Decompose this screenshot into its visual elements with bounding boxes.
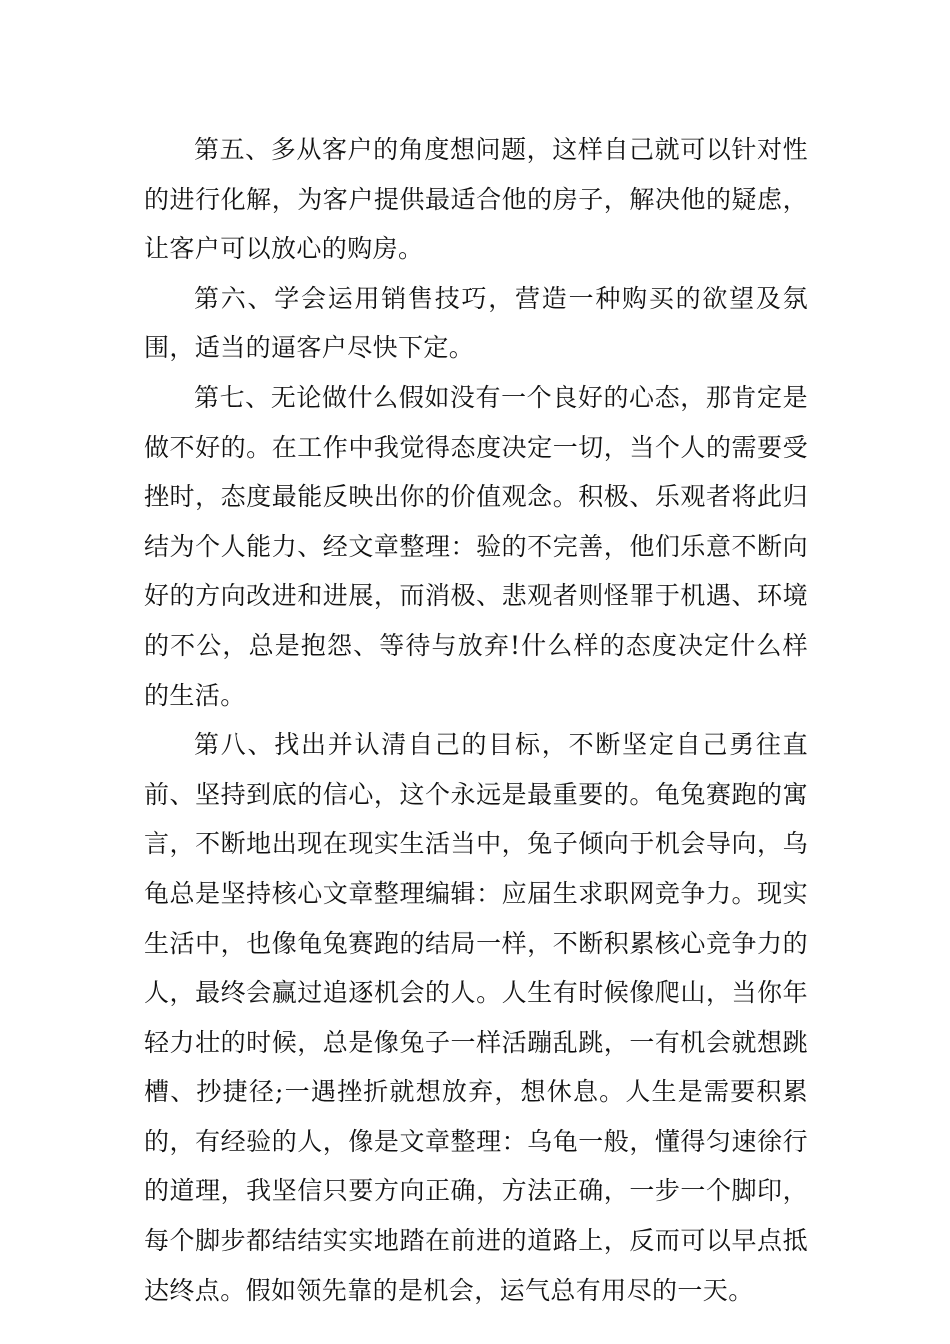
paragraph-sixth: 第六、学会运用销售技巧，营造一种购买的欲望及氛围，适当的逼客户尽快下定。 (144, 283, 808, 363)
paragraph-seventh: 第七、无论做什么假如没有一个良好的心态，那肯定是做不好的。在工作中我觉得态度决定一切，当个人的需要受挫时，态度最能反映出你的价值观念。积极、乐观者将此归结为个人能力、经文章整理：验的不完善，他们乐意不断向好的方向改进和进展，而消极、悲观者则怪罪于机遇、环境的不公，总是抱怨、等待与放弃!什么样的态度决定什么样的生活。 (144, 382, 808, 710)
document-body (144, 125, 808, 1315)
paragraph-fifth: 第五、多从客户的角度想问题，这样自己就可以针对性的进行化解，为客户提供最适合他的房子，解决他的疑虑，让客户可以放心的购房。 (144, 135, 808, 264)
paragraph-eighth: 第八、找出并认清自己的目标，不断坚定自己勇往直前、坚持到底的信心，这个永远是最重要的。龟兔赛跑的寓言，不断地出现在现实生活当中，兔子倾向于机会导向，乌龟总是坚持核心文章整理编辑：应届生求职网竞争力。现实生活中，也像龟兔赛跑的结局一样，不断积累核心竞争力的人，最终会赢过追逐机会的人。人生有时候像爬山，当你年轻力壮的时候，总是像兔子一样活蹦乱跳，一有机会就想跳槽、抄捷径;一遇挫折就想放弃，想休息。人生是需要积累的，有经验的人，像是文章整理：乌龟一般，懂得匀速徐行的道理，我坚信只要方向正确，方法正确，一步一个脚印，每个脚步都结结实实地踏在前进的道路上，反而可以早点抵达终点。假如领先靠的是机会，运气总有用尽的一天。 (144, 730, 808, 1305)
